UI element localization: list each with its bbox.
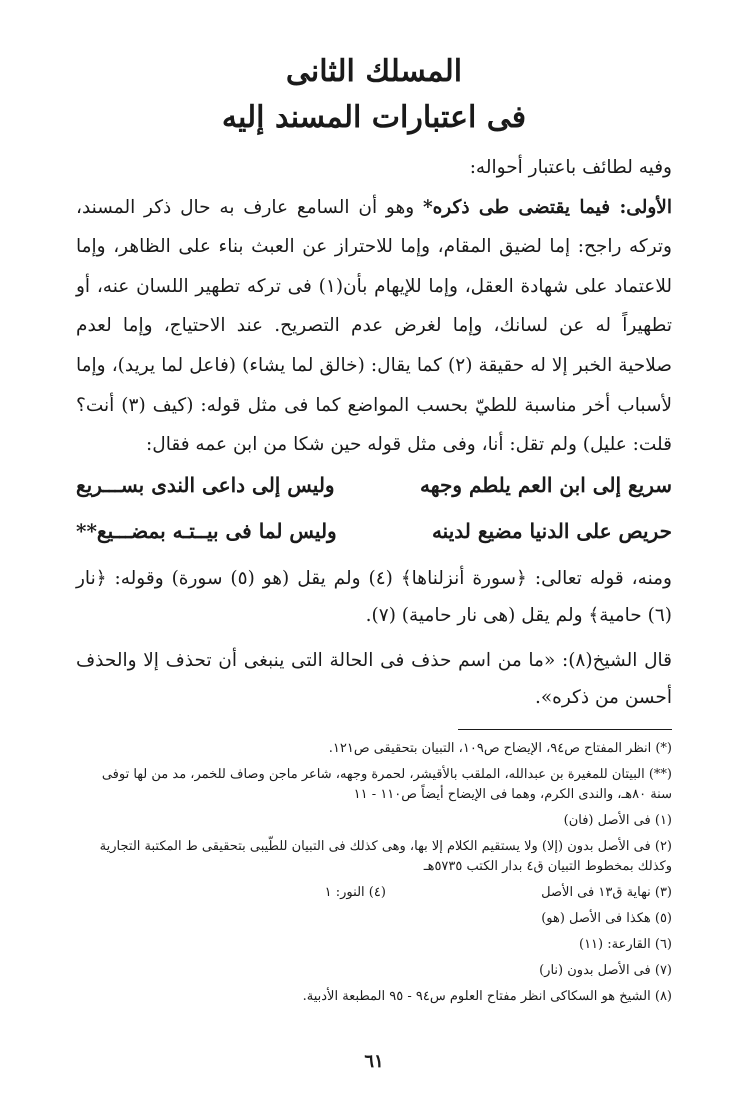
footnote: (٦) القارعة: (١١) — [578, 937, 672, 952]
main-text — [76, 148, 672, 465]
footnote-divider — [458, 729, 672, 730]
page-subtitle: فى اعتبارات المسند إليه — [221, 100, 527, 135]
footnote: (٢) فى الأصل بدون (إلا) ولا يستقيم الكلام إلا بها، وهى كذلك فى التبيان للطّيبى بتحقيقى ط المكتبة التجارية وكذلك بمخطوط التبيان ق٤ بدار الكتب ٥٧٣٥هـ — [99, 839, 672, 874]
footnote: (٤) النور: ١ — [324, 885, 386, 900]
footnote-row — [76, 883, 672, 903]
page-number: ٦١ — [364, 1051, 384, 1072]
footnote: (*) انظر المفتاح ص٩٤، الإيضاح ص١٠٩، التبيان بتحقيقى ص١٢١. — [328, 741, 672, 756]
verse-hemistich: وليس لما فى بيــتـه بمضـــيع** — [76, 519, 337, 543]
quran-example-paragraph: ومنه، قوله تعالى: ﴿سورة أنزلناها﴾ (٤) ولم يقل (هو (٥) سورة) وقوله: ﴿نار (٦) حامية﴾ ولم يقل (هى نار حامية) (٧). — [76, 568, 672, 626]
footnote: (٨) الشيخ هو السكاكى انظر مفتاح العلوم س٩٤ - ٩٥ المطبعة الأدبية. — [302, 989, 672, 1004]
lead-phrase: الأولى: فيما يقتضى طى ذكره* — [422, 196, 672, 218]
footnote: (٧) فى الأصل بدون (نار) — [539, 963, 672, 978]
sheikh-quote-paragraph: قال الشيخ(٨): «ما من اسم حذف فى الحالة التى ينبغى أن تحذف إلا والحذف أحسن من ذكره». — [76, 650, 672, 708]
first-paragraph-text: وهو أن السامع عارف به حال ذكر المسند، وتركه راجح: إما لضيق المقام، وإما للاحتراز عن العبث بناء على الظاهر، وإما للاعتماد على شهادة العقل، وإما للإيهام بأن(١) فى تركه تطهير اللسان عنه، أو تطهيراً له عن لسانك، وإما لغرض عدم التصريح. عند الاحتياج، وإما لعدم صلاحية الخبر إلا له حقيقة (٢) كما يقال: (خالق لما يشاء) (فاعل لما يريد)، وإما لأسباب أخر مناسبة للطيّ بحسب المواضع كما فى مثل قوله: (كيف (٣) أنت؟ قلت: عليل) ولم تقل: أنا، وفى مثل قوله حين شكا من ابن عمه فقال: — [76, 196, 672, 456]
page-title: المسلك الثانى — [285, 54, 463, 89]
verse-hemistich: سريع إلى ابن العم يلطم وجهه — [420, 473, 672, 497]
verse-hemistich: حريص على الدنيا مضيع لدينه — [431, 519, 672, 543]
footnotes — [76, 739, 672, 1013]
intro-paragraph: وفيه لطائف باعتبار أحواله: — [469, 157, 672, 178]
first-paragraph — [76, 188, 672, 465]
verse-hemistich: وليس إلى داعى الندى بســـريع — [76, 473, 335, 497]
footnote: (١) فى الأصل (فان) — [563, 813, 672, 828]
footnote: (٥) هكذا فى الأصل (هو) — [541, 911, 672, 926]
footnote: (**) البيتان للمغيرة بن عبدالله، الملقب بالأقيشر، لحمرة وجهه، شاعر ماجن وصاف للخمر، مد من لها توفى سنة ٨٠هـ، والندى الكرم، وهما فى الإيضاح أيضاً ص١١٠ - ١١ — [101, 767, 672, 802]
continuation-text — [76, 560, 672, 716]
footnote: (٣) نهاية ق١٣ فى الأصل — [541, 885, 672, 900]
